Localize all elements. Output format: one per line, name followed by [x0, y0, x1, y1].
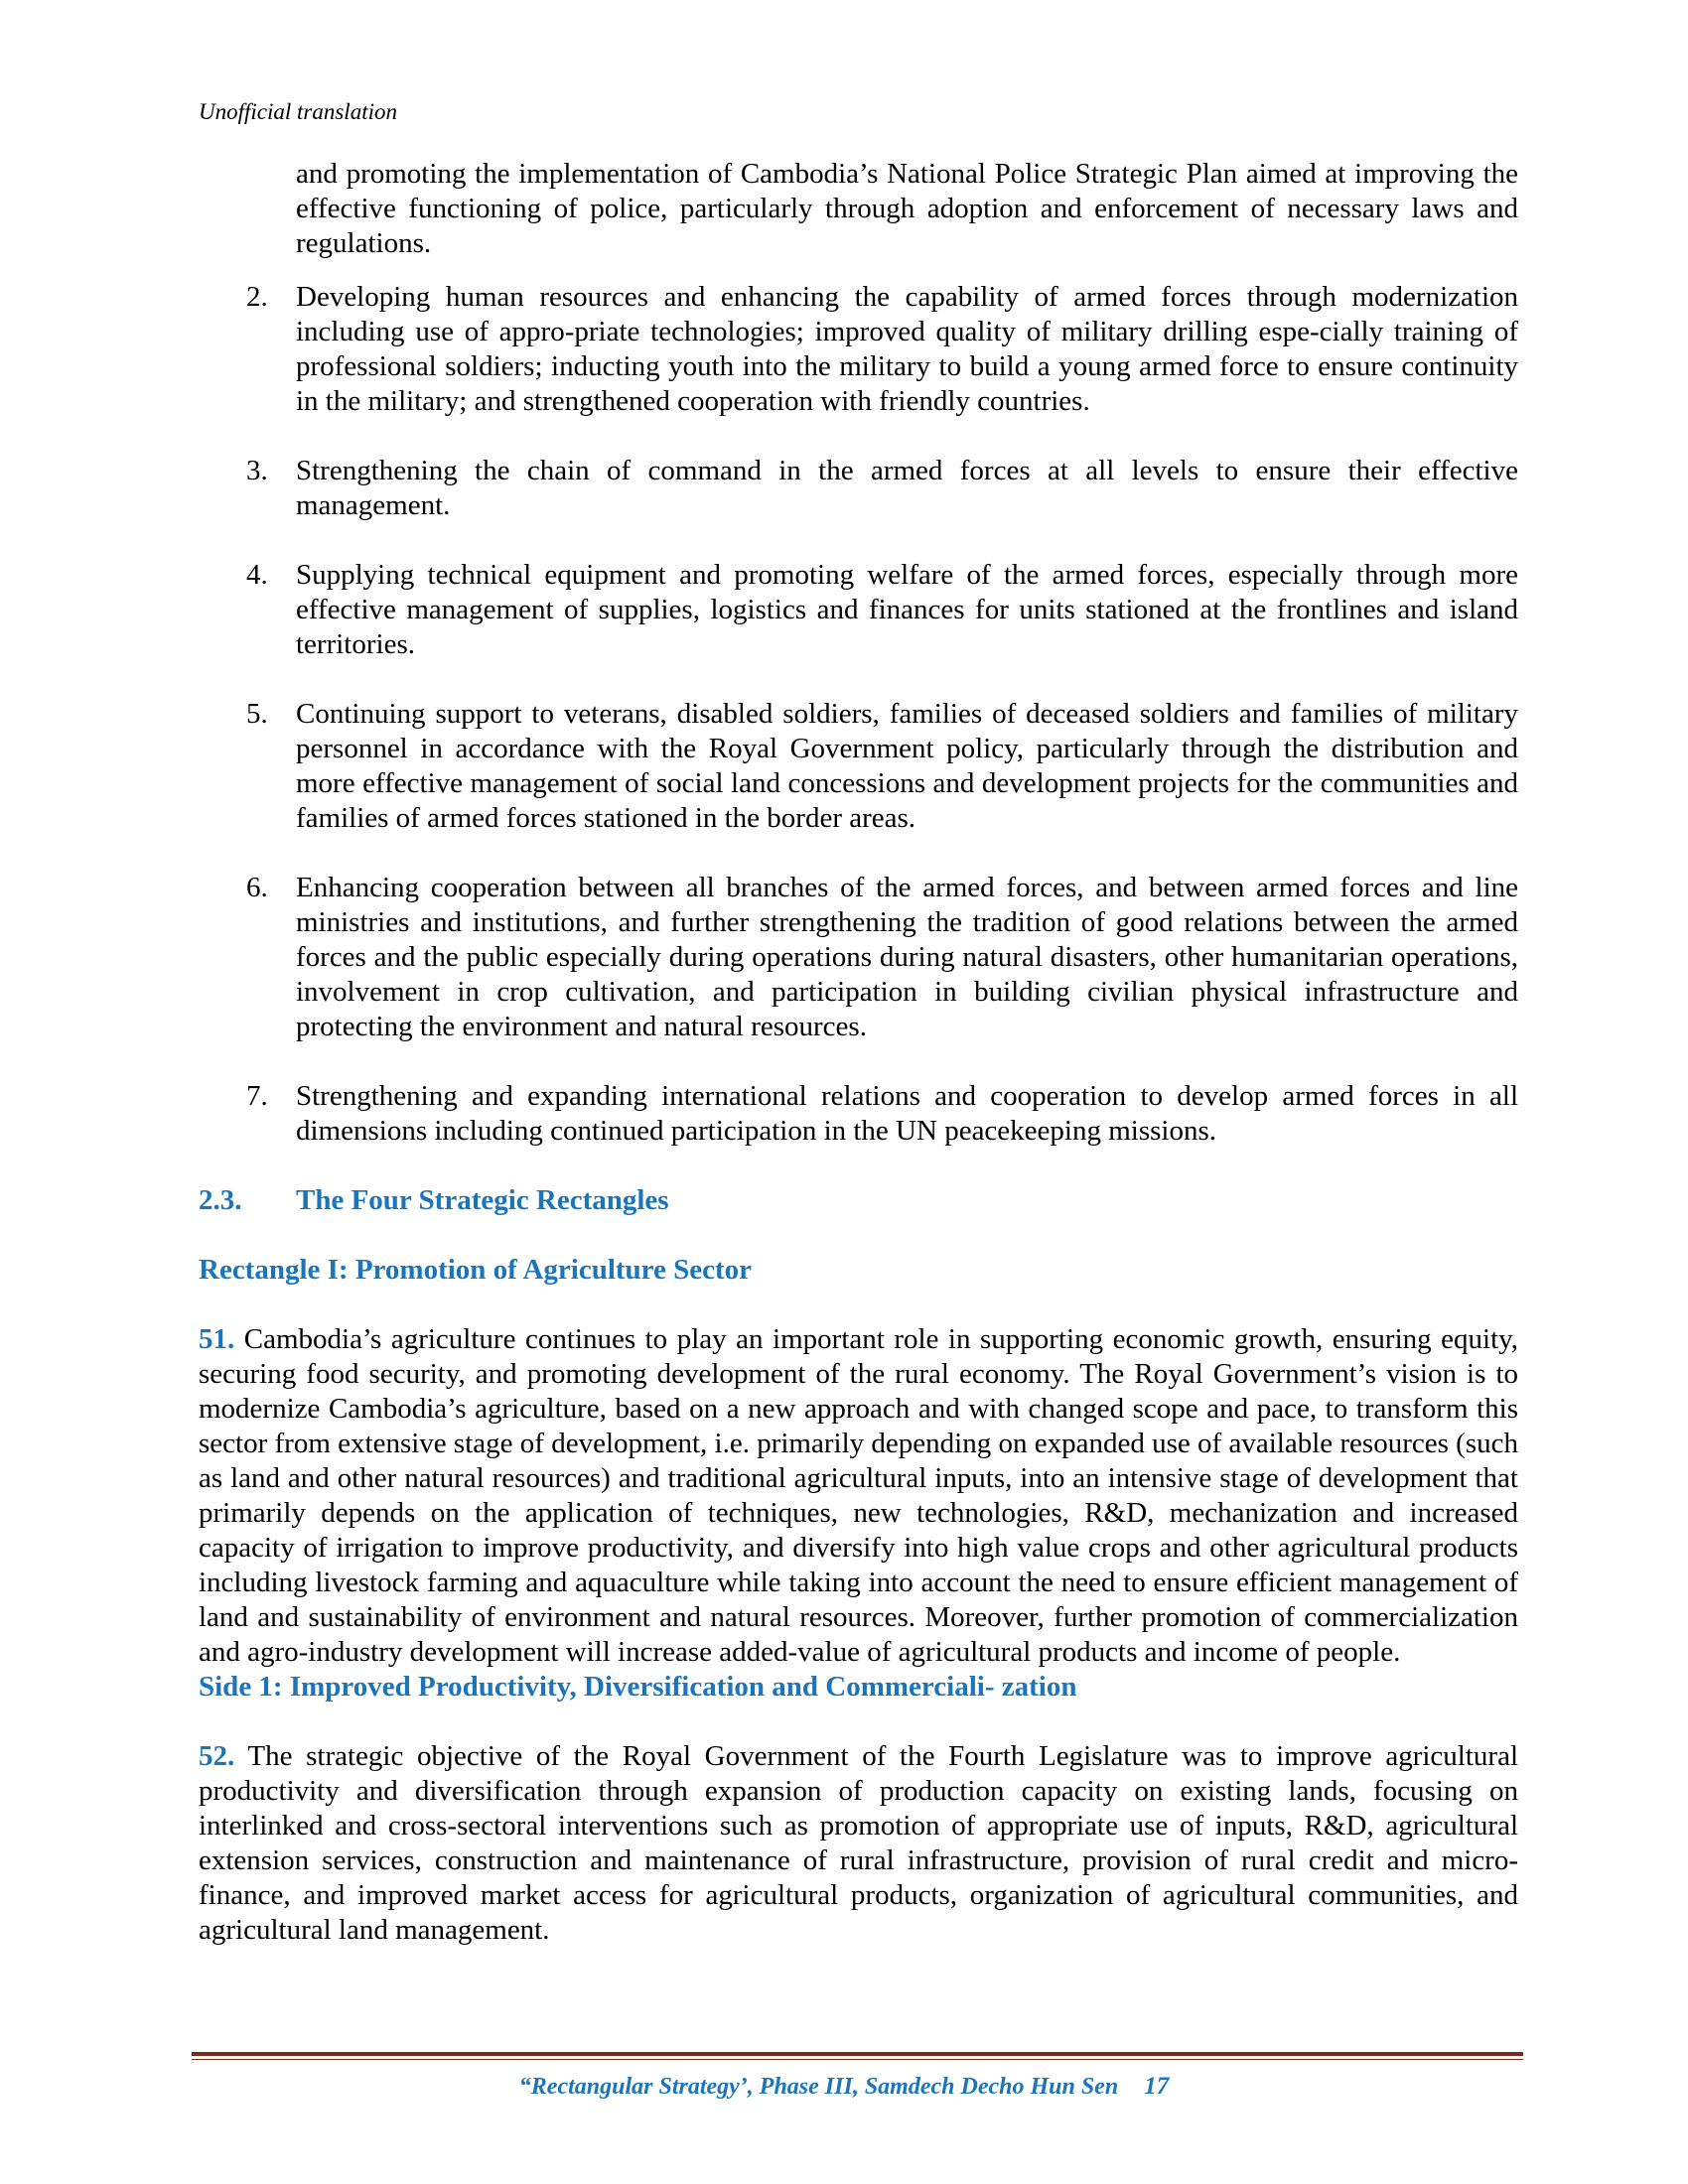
page-content: [199, 157, 1518, 1948]
list-item-text: Strengthening the chain of command in the armed forces at all levels to ensure their effective management.: [296, 455, 1518, 521]
footer-rule-thick: [192, 2052, 1523, 2056]
footer-title: “Rectangular Strategy’, Phase III, Samdech Decho Hun Sen: [518, 2074, 1119, 2100]
list-item: [199, 871, 1518, 1044]
footer-rule-thin: [192, 2059, 1523, 2060]
list-item-number: 4.: [246, 559, 268, 591]
list-item-text: Strengthening and expanding international relations and cooperation to develop armed forces in all dimensions including continued participation in the UN peacekeeping missions.: [296, 1080, 1518, 1147]
list-item: [199, 558, 1518, 662]
section-title: The Four Strategic Rectangles: [296, 1184, 669, 1216]
list-item: [199, 280, 1518, 419]
list-item-text: Continuing support to veterans, disabled soldiers, families of deceased soldiers and families of military personnel in accordance with the Royal Government policy, particularly through the distribution and more effective management of social land concessions and development projects for the communities and families of armed forces stationed in the border areas.: [296, 698, 1518, 834]
section-number: 2.3.: [199, 1184, 242, 1216]
side-heading: Side 1: Improved Productivity, Diversification and Commerciali- zation: [199, 1671, 1077, 1703]
numbered-list: [199, 280, 1518, 1149]
section-heading: [199, 1183, 1518, 1218]
list-item-text: Developing human resources and enhancing the capability of armed forces through modernization including use of appro-priate technologies; improved quality of military drilling espe-cially training of professional soldiers; inducting youth into the military to build a young armed force to ensure continuity in the military; and strengthened cooperation with friendly countries.: [296, 281, 1518, 417]
paragraph-text: Cambodia’s agriculture continues to play an important role in supporting economic growth, ensuring equity, securing food security, and promoting development of the rural economy. The Royal Government’s vision is to modernize Cambodia’s agriculture, based on a new approach and with changed scope and pace, to transform this sector from extensive stage of development, i.e. primarily depending on expanded use of available resources (such as land and other natural resources) and traditional agricultural inputs, into an intensive stage of development that primarily depends on the application of techniques, new technologies, R&D, mechanization and increased capacity of irrigation to improve productivity, and diversify into high value crops and other agricultural products including livestock farming and aquaculture while taking into account the need to ensure efficient management of land and sustainability of environment and natural resources. Moreover, further promotion of commercialization and agro-industry development will increase added-value of agricultural products and income of people.: [199, 1323, 1519, 1668]
page-number: 17: [1144, 2073, 1170, 2100]
page-footer: [0, 2073, 1688, 2101]
list-item-text: Enhancing cooperation between all branches of the armed forces, and between armed forces and line ministries and institutions, and further strengthening the tradition of good relations between the armed forces and the public especially during operations during natural disasters, other humanitarian operations, involvement in crop cultivation, and participation in building civilian physical infrastructure and protecting the environment and natural resources.: [296, 872, 1518, 1042]
paragraph-number: 52.: [199, 1740, 235, 1772]
list-item-number: 7.: [246, 1080, 268, 1112]
list-item-text: Supplying technical equipment and promoting welfare of the armed forces, especially through more effective management of supplies, logistics and finances for units stationed at the frontlines and island territories.: [296, 559, 1518, 660]
list-item-number: 6.: [246, 872, 268, 903]
list-item: [199, 697, 1518, 836]
list-item: [199, 1079, 1518, 1149]
paragraph-52: [199, 1739, 1518, 1948]
paragraph-51: [199, 1322, 1518, 1670]
rectangle-heading: Rectangle I: Promotion of Agriculture Sector: [199, 1254, 753, 1286]
list-item-number: 2.: [246, 281, 268, 313]
list-item-number: 5.: [246, 698, 268, 730]
list-item-number: 3.: [246, 455, 268, 486]
paragraph-text: The strategic objective of the Royal Government of the Fourth Legislature was to improve agricultural productivity and diversification through expansion of production capacity on existing lands, focusing on interlinked and cross-sectoral interventions such as promotion of appropriate use of inputs, R&D, agricultural extension services, construction and maintenance of rural infrastructure, provision of rural credit and micro-finance, and improved market access for agricultural products, organization of agricultural communities, and agricultural land management.: [199, 1740, 1519, 1946]
header-note: Unofficial translation: [199, 99, 397, 124]
list-item: [199, 454, 1518, 523]
intro-continuation: and promoting the implementation of Cambodia’s National Police Strategic Plan aimed at improving the effective functioning of police, particularly through adoption and enforcement of necessary laws and regulations.: [296, 158, 1518, 259]
paragraph-number: 51.: [199, 1323, 235, 1355]
